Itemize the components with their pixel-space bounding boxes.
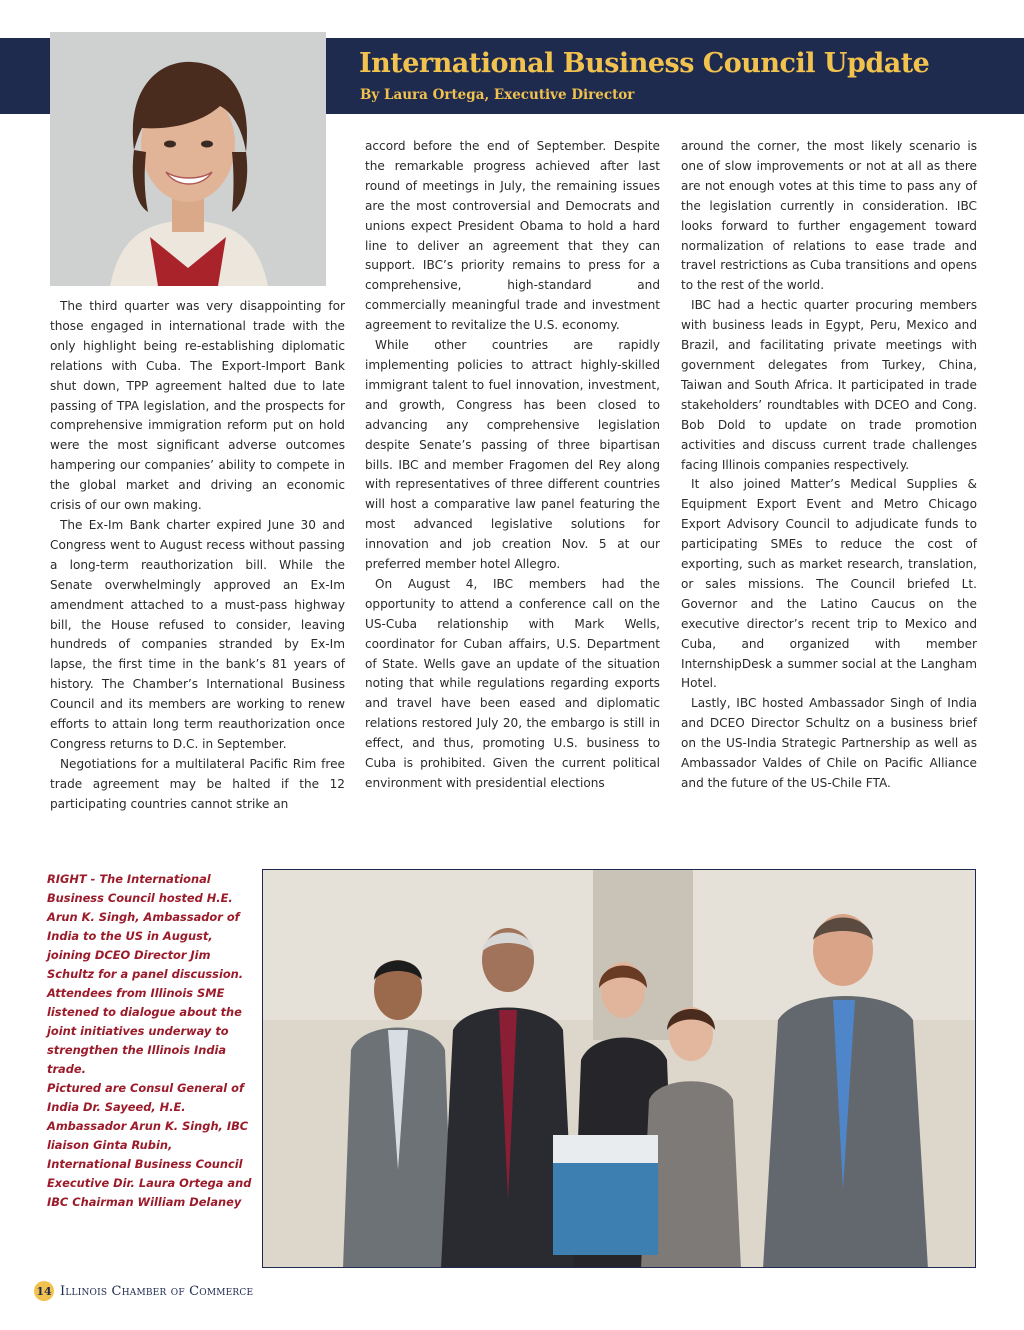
publication-name: Illinois Chamber of Commerce — [60, 1283, 254, 1299]
caption-text: Pictured are Consul General of India Dr. Sayeed, H.E. Ambassador Arun K. Singh, IBC liaison Ginta Rubin, International Business Council Executive Dir. Laura Ortega and IBC Chairman William Delaney — [47, 1081, 252, 1209]
group-photo-illustration — [263, 870, 976, 1268]
article-column-1 — [50, 297, 345, 815]
caption-text: RIGHT - The International Business Council hosted H.E. Arun K. Singh, Ambassador of India to the US in August, joining DCEO Director Jim Schultz for a panel discussion. Attendees from Illinois SME listened to dialogue about the joint initiatives underway to strengthen the Illinois India trade. — [47, 872, 244, 1076]
page-number: 14 — [34, 1281, 54, 1301]
paragraph: Lastly, IBC hosted Ambassador Singh of India and DCEO Director Schultz on a business brief on the US-India Strategic Partnership as well as Ambassador Valdes of Chile on Pacific Alliance and the future of the US-Chile FTA. — [681, 696, 977, 790]
paragraph: Negotiations for a multilateral Pacific Rim free trade agreement may be halted if the 12 participating countries cannot strike an — [50, 756, 345, 811]
paragraph: IBC had a hectic quarter procuring members with business leads in Egypt, Peru, Mexico and Brazil, and facilitating private meetings with government delegates from Turkey, China, Taiwan and South Africa. It participated in trade stakeholders’ roundtables with DCEO and Cong. Bob Dold to update on trade promotion activities and discuss current trade challenges facing Illinois companies respectively. — [681, 298, 977, 472]
page-title: International Business Council Update — [359, 48, 930, 79]
paragraph: It also joined Matter’s Medical Supplies & Equipment Export Event and Metro Chicago Export Advisory Council to adjudicate funds to participating SMEs to reduce the cost of exporting, such as market research, translation, or sales missions. The Council briefed Lt. Governor and the Latino Caucus on the executive director’s recent trip to Mexico and Cuba, and organized with member InternshipDesk a summer social at the Langham Hotel. — [681, 477, 977, 691]
author-portrait — [50, 32, 326, 286]
paragraph: accord before the end of September. Despite the remarkable progress achieved after last round of meetings in July, the remaining issues are the most controversial and Democrats and unions expect President Obama to hold a hard line to deliver an agreement that they can support. IBC’s priority remains to press for a comprehensive, high-standard and commercially meaningful trade and investment agreement to revitalize the U.S. economy. — [365, 139, 660, 333]
paragraph: The Ex-Im Bank charter expired June 30 and Congress went to August recess without passing a long-term reauthorization bill. While the Senate overwhelmingly approved an Ex-Im amendment attached to a must-pass highway bill, the House refused to consider, leaving hundreds of companies stranded by Ex-Im lapse, the first time in the bank’s 81 years of history. The Chamber’s International Business Council and its members are working to renew efforts to attain long term reauthorization once Congress returns to D.C. in September. — [50, 517, 345, 751]
byline: By Laura Ortega, Executive Director — [360, 87, 635, 103]
group-photo — [262, 869, 976, 1268]
paragraph: While other countries are rapidly implementing policies to attract highly-skilled immigrant talent to fuel innovation, investment, and growth, Congress has been closed to advancing any comprehensive legislation despite Senate’s passing of three bipartisan bills. IBC and member Fragomen del Rey along with representatives of three different countries will host a comparative law panel featuring the most advanced legislative solutions for innovation and job creation Nov. 5 at our preferred member hotel Allegro. — [365, 338, 660, 572]
article-column-2 — [365, 137, 660, 794]
portrait-illustration — [50, 32, 326, 286]
paragraph: around the corner, the most likely scenario is one of slow improvements or not at all as there are not enough votes at this time to pass any of the legislation currently in consideration. IBC looks forward to further engagement toward normalization of relations to ease trade and travel restrictions as Cuba transitions and opens to the rest of the world. — [681, 139, 977, 293]
paragraph: The third quarter was very disappointing for those engaged in international trade with the only highlight being re-establishing diplomatic relations with Cuba. The Export-Import Bank shut down, TPP agreement halted due to late passing of TPA legislation, and the prospects for comprehensive immigration reform put on hold were the most significant adverse outcomes hampering our companies’ ability to compete in the global market and driving an economic crisis of our own making. — [50, 299, 345, 513]
page-footer — [34, 1280, 253, 1302]
article-column-3 — [681, 137, 977, 794]
photo-caption — [47, 870, 252, 1212]
paragraph: On August 4, IBC members had the opportunity to attend a conference call on the US-Cuba relationship with Mark Wells, coordinator for Cuban affairs, U.S. Department of State. Wells gave an update of the situation noting that while regulations regarding exports and travel have been eased and diplomatic relations restored July 20, the embargo is still in effect, and thus, promoting U.S. business to Cuba is prohibited. Given the current political environment with presidential elections — [365, 576, 660, 790]
